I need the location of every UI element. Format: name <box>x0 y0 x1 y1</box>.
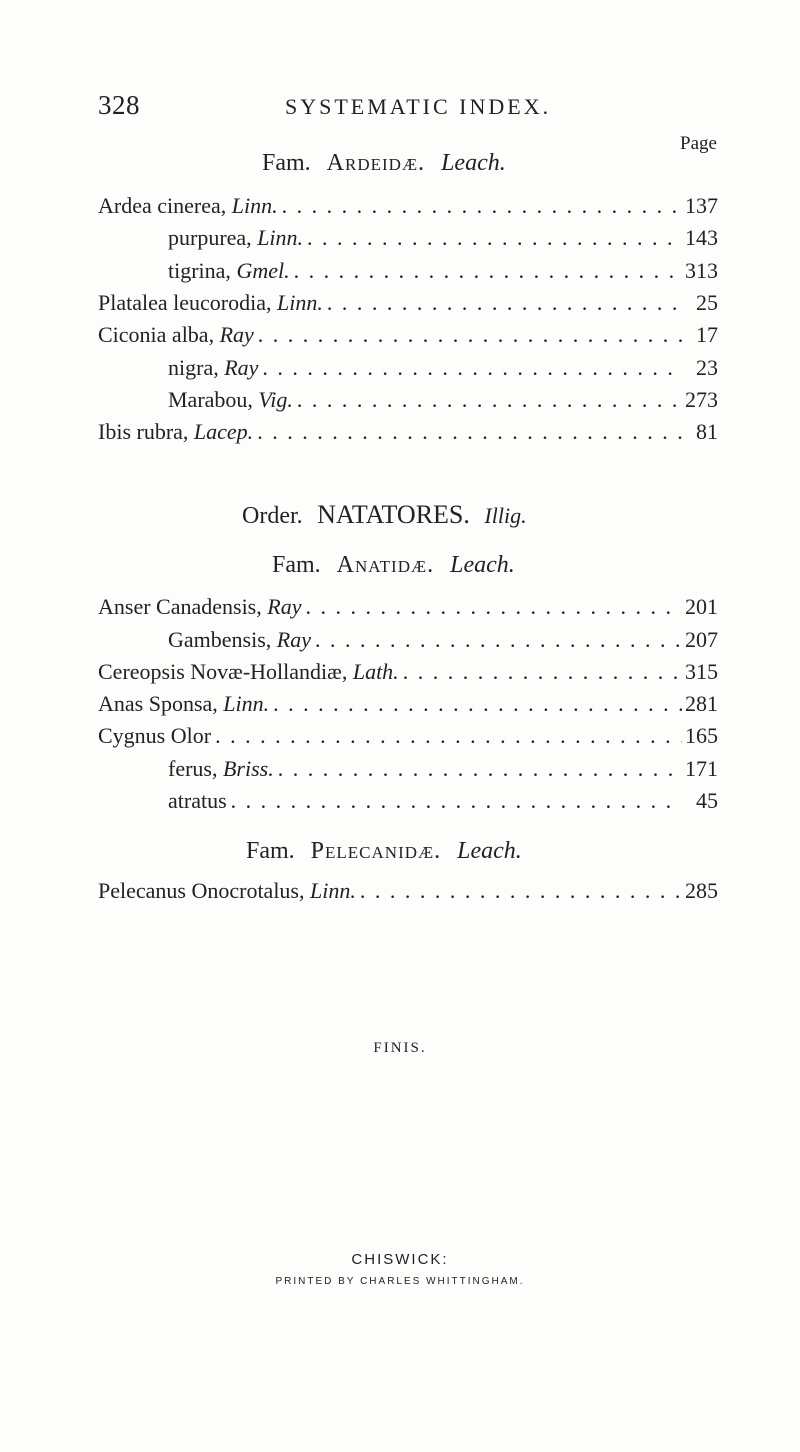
page-ref: 81 <box>696 419 718 444</box>
running-head: SYSTEMATIC INDEX. <box>285 94 552 119</box>
family-authority: Leach. <box>441 150 506 176</box>
page-ref: 165 <box>685 723 718 748</box>
dot-leader <box>301 594 682 620</box>
family-heading-pelecanidae <box>246 838 522 865</box>
dot-leader <box>323 290 682 316</box>
species-name: Ciconia alba, <box>98 322 215 347</box>
page-ref: 17 <box>696 322 718 347</box>
species-authority: Linn. <box>310 878 356 903</box>
family-heading-ardeidae <box>262 150 506 177</box>
dot-leader <box>278 193 682 219</box>
species-authority: Ray <box>267 594 302 619</box>
page-ref: 285 <box>685 878 718 903</box>
species-name: purpurea, <box>168 225 252 250</box>
index-entry <box>98 419 718 451</box>
index-entry <box>98 691 718 723</box>
page-ref: 137 <box>685 193 718 218</box>
family-authority: Leach. <box>457 838 522 864</box>
index-entry <box>168 788 718 820</box>
species-name: Pelecanus Onocrotalus, <box>98 878 305 903</box>
species-authority: Ray <box>219 322 254 347</box>
index-entry <box>98 594 718 626</box>
species-authority: Ray <box>276 627 311 652</box>
species-authority: Linn. <box>257 225 304 250</box>
index-entry <box>98 723 718 755</box>
page-number: 328 <box>98 90 140 120</box>
family-name: Ardeidæ. <box>326 150 426 176</box>
index-entry <box>168 225 718 257</box>
dot-leader <box>269 691 682 717</box>
dot-leader <box>293 387 682 413</box>
family-authority: Leach. <box>450 552 515 578</box>
order-name: NATATORES. <box>317 500 470 529</box>
order-heading <box>242 500 527 530</box>
species-name: Marabou, <box>168 387 253 412</box>
fam-label: Fam. <box>262 150 311 176</box>
dot-leader <box>227 788 682 814</box>
dot-leader <box>274 756 682 782</box>
species-authority: Ray <box>224 355 259 380</box>
page-ref: 25 <box>696 290 718 315</box>
fam-label: Fam. <box>246 838 295 864</box>
dot-leader <box>258 355 682 381</box>
family-name: Pelecanidæ. <box>310 838 442 864</box>
dot-leader <box>211 723 682 749</box>
index-entry <box>98 878 718 910</box>
species-name: Cereopsis Novæ-Hollandiæ, <box>98 659 348 684</box>
family-heading-anatidae <box>272 552 515 579</box>
index-entry <box>98 659 718 691</box>
index-entry <box>168 756 718 788</box>
dot-leader <box>253 419 682 445</box>
species-name: Anser Canadensis, <box>98 594 262 619</box>
page-column-label: Page <box>680 133 717 154</box>
imprint-place: CHISWICK: <box>351 1251 449 1268</box>
species-authority: Gmel. <box>236 258 290 283</box>
species-name: Platalea leucorodia, <box>98 290 272 315</box>
page-ref: 23 <box>696 355 718 380</box>
species-name: Cygnus Olor <box>98 723 212 748</box>
index-entry <box>98 290 718 322</box>
page-ref: 273 <box>685 387 718 412</box>
page-ref: 45 <box>696 788 718 813</box>
index-entry <box>168 627 718 659</box>
species-name: atratus <box>168 788 227 813</box>
order-label: Order. <box>242 503 303 529</box>
dot-leader <box>303 225 682 251</box>
index-entry <box>168 258 718 290</box>
index-entry <box>168 387 718 419</box>
species-name: Gambensis, <box>168 627 272 652</box>
fam-label: Fam. <box>272 552 321 578</box>
species-name: Anas Sponsa, <box>98 691 218 716</box>
species-name: tigrina, <box>168 258 231 283</box>
index-entry <box>168 355 718 387</box>
species-authority: Lacep. <box>193 419 254 444</box>
dot-leader <box>356 878 682 904</box>
page-ref: 171 <box>685 756 718 781</box>
species-name: nigra, <box>168 355 219 380</box>
species-name: ferus, <box>168 756 218 781</box>
species-authority: Lath. <box>352 659 399 684</box>
finis: FINIS. <box>373 1040 427 1056</box>
page-ref: 207 <box>685 627 718 652</box>
dot-leader <box>290 258 682 284</box>
species-name: Ibis rubra, <box>98 419 189 444</box>
order-authority: Illig. <box>484 503 527 528</box>
dot-leader <box>254 322 682 348</box>
species-authority: Briss. <box>222 756 274 781</box>
page-ref: 281 <box>685 691 718 716</box>
family-name: Anatidæ. <box>336 552 435 578</box>
species-authority: Linn. <box>223 691 270 716</box>
imprint-printer: PRINTED BY CHARLES WHITTINGHAM. <box>275 1276 525 1287</box>
index-entry <box>98 193 718 225</box>
species-authority: Linn. <box>276 290 323 315</box>
page-ref: 143 <box>685 225 718 250</box>
species-authority: Linn. <box>231 193 278 218</box>
page-ref: 313 <box>685 258 718 283</box>
page-ref: 315 <box>685 659 718 684</box>
dot-leader <box>399 659 682 685</box>
species-name: Ardea cinerea, <box>98 193 227 218</box>
index-entry <box>98 322 718 354</box>
species-authority: Vig. <box>258 387 293 412</box>
dot-leader <box>311 627 682 653</box>
page-ref: 201 <box>685 594 718 619</box>
